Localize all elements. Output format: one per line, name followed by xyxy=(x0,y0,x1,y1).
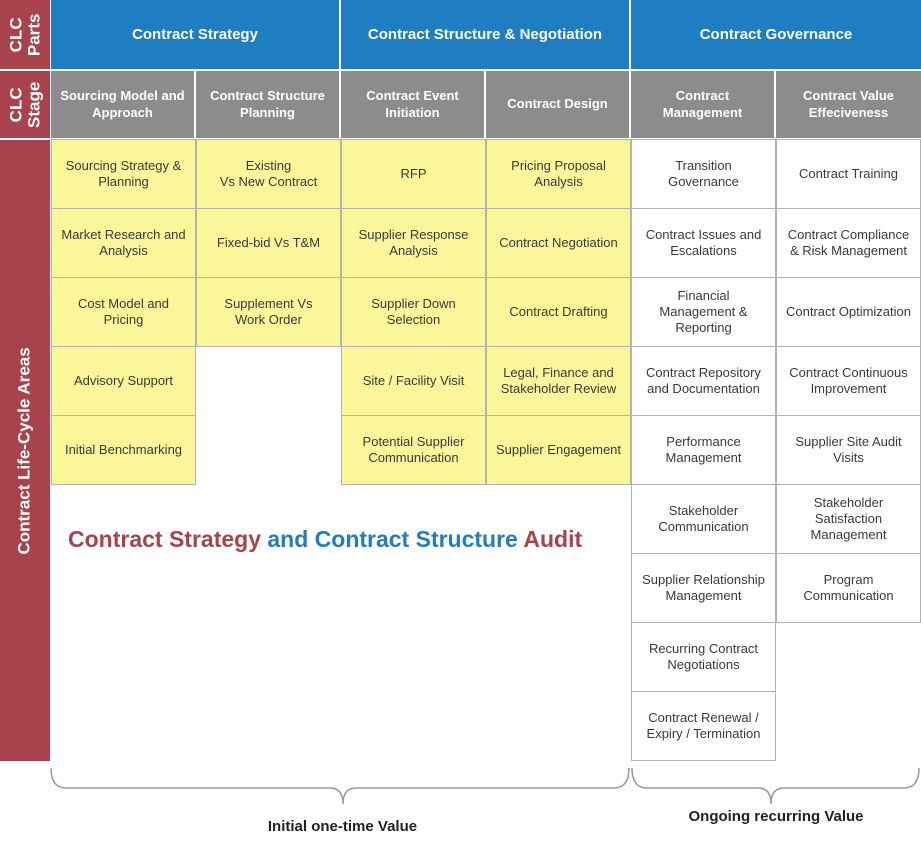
stage-contract-value-effectiveness: Contract Value Effeciveness xyxy=(776,71,921,138)
cell-col4-row2: Financial Management & Reporting xyxy=(631,277,776,347)
cell-col4-row8: Contract Renewal / Expiry / Termination xyxy=(631,691,776,761)
cell-col5-row3: Contract Continuous Improvement xyxy=(776,346,921,416)
life-cycle-areas-label: Contract Life-Cycle Areas xyxy=(0,140,50,761)
cell-col0-row4: Initial Benchmarking xyxy=(51,415,196,485)
cell-col2-row2: Supplier Down Selection xyxy=(341,277,486,347)
cell-col5-row4: Supplier Site Audit Visits xyxy=(776,415,921,485)
audit-title-part3: Audit xyxy=(517,526,583,552)
stage-contract-management: Contract Management xyxy=(631,71,774,138)
cell-col4-row7: Recurring Contract Negotiations xyxy=(631,622,776,692)
value-brackets xyxy=(0,760,921,810)
cell-col0-row0: Sourcing Strategy & Planning xyxy=(51,139,196,209)
clc-stage-label: CLC Stage xyxy=(0,71,50,138)
cell-col5-row0: Contract Training xyxy=(776,139,921,209)
cell-col2-row3: Site / Facility Visit xyxy=(341,346,486,416)
cell-col0-row2: Cost Model and Pricing xyxy=(51,277,196,347)
stage-contract-event-initiation: Contract Event Initiation xyxy=(341,71,484,138)
cell-col2-row4: Potential Supplier Communication xyxy=(341,415,486,485)
part-contract-governance: Contract Governance xyxy=(631,0,921,69)
cell-col0-row3: Advisory Support xyxy=(51,346,196,416)
stage-sourcing-model: Sourcing Model and Approach xyxy=(51,71,194,138)
cell-col3-row2: Contract Drafting xyxy=(486,277,631,347)
cell-col5-row1: Contract Compliance & Risk Management xyxy=(776,208,921,278)
cell-col5-row2: Contract Optimization xyxy=(776,277,921,347)
cell-col5-row6: Program Communication xyxy=(776,553,921,623)
audit-title-part1: Contract Strategy xyxy=(68,526,261,552)
part-contract-strategy: Contract Strategy xyxy=(51,0,339,69)
cell-col0-row1: Market Research and Analysis xyxy=(51,208,196,278)
audit-title-part2: and Contract Structure xyxy=(260,526,518,552)
one-time-value-bracket xyxy=(51,768,629,804)
cell-col3-row4: Supplier Engagement xyxy=(486,415,631,485)
cell-col4-row3: Contract Repository and Documentation xyxy=(631,346,776,416)
cell-col3-row0: Pricing Proposal Analysis xyxy=(486,139,631,209)
cell-col5-row5: Stakeholder Satisfaction Management xyxy=(776,484,921,554)
cell-col4-row4: Performance Management xyxy=(631,415,776,485)
cell-col4-row6: Supplier Relationship Management xyxy=(631,553,776,623)
cell-col1-row0: Existing Vs New Contract xyxy=(196,139,341,209)
stage-contract-design: Contract Design xyxy=(486,71,629,138)
cell-col4-row0: Transition Governance xyxy=(631,139,776,209)
cell-col2-row1: Supplier Response Analysis xyxy=(341,208,486,278)
cell-col3-row1: Contract Negotiation xyxy=(486,208,631,278)
cell-col4-row5: Stakeholder Communication xyxy=(631,484,776,554)
recurring-value-bracket xyxy=(632,768,919,804)
cell-col2-row0: RFP xyxy=(341,139,486,209)
part-contract-structure-negotiation: Contract Structure & Negotiation xyxy=(341,0,629,69)
audit-title xyxy=(68,526,582,553)
ongoing-recurring-value-label: Ongoing recurring Value xyxy=(688,808,864,825)
cell-col1-row2: Supplement Vs Work Order xyxy=(196,277,341,347)
cell-col1-row1: Fixed-bid Vs T&M xyxy=(196,208,341,278)
cell-col3-row3: Legal, Finance and Stakeholder Review xyxy=(486,346,631,416)
clc-parts-label: CLC Parts xyxy=(0,0,50,69)
initial-one-time-value-label: Initial one-time Value xyxy=(267,818,418,835)
cell-col4-row1: Contract Issues and Escalations xyxy=(631,208,776,278)
stage-contract-structure-planning: Contract Structure Planning xyxy=(196,71,339,138)
